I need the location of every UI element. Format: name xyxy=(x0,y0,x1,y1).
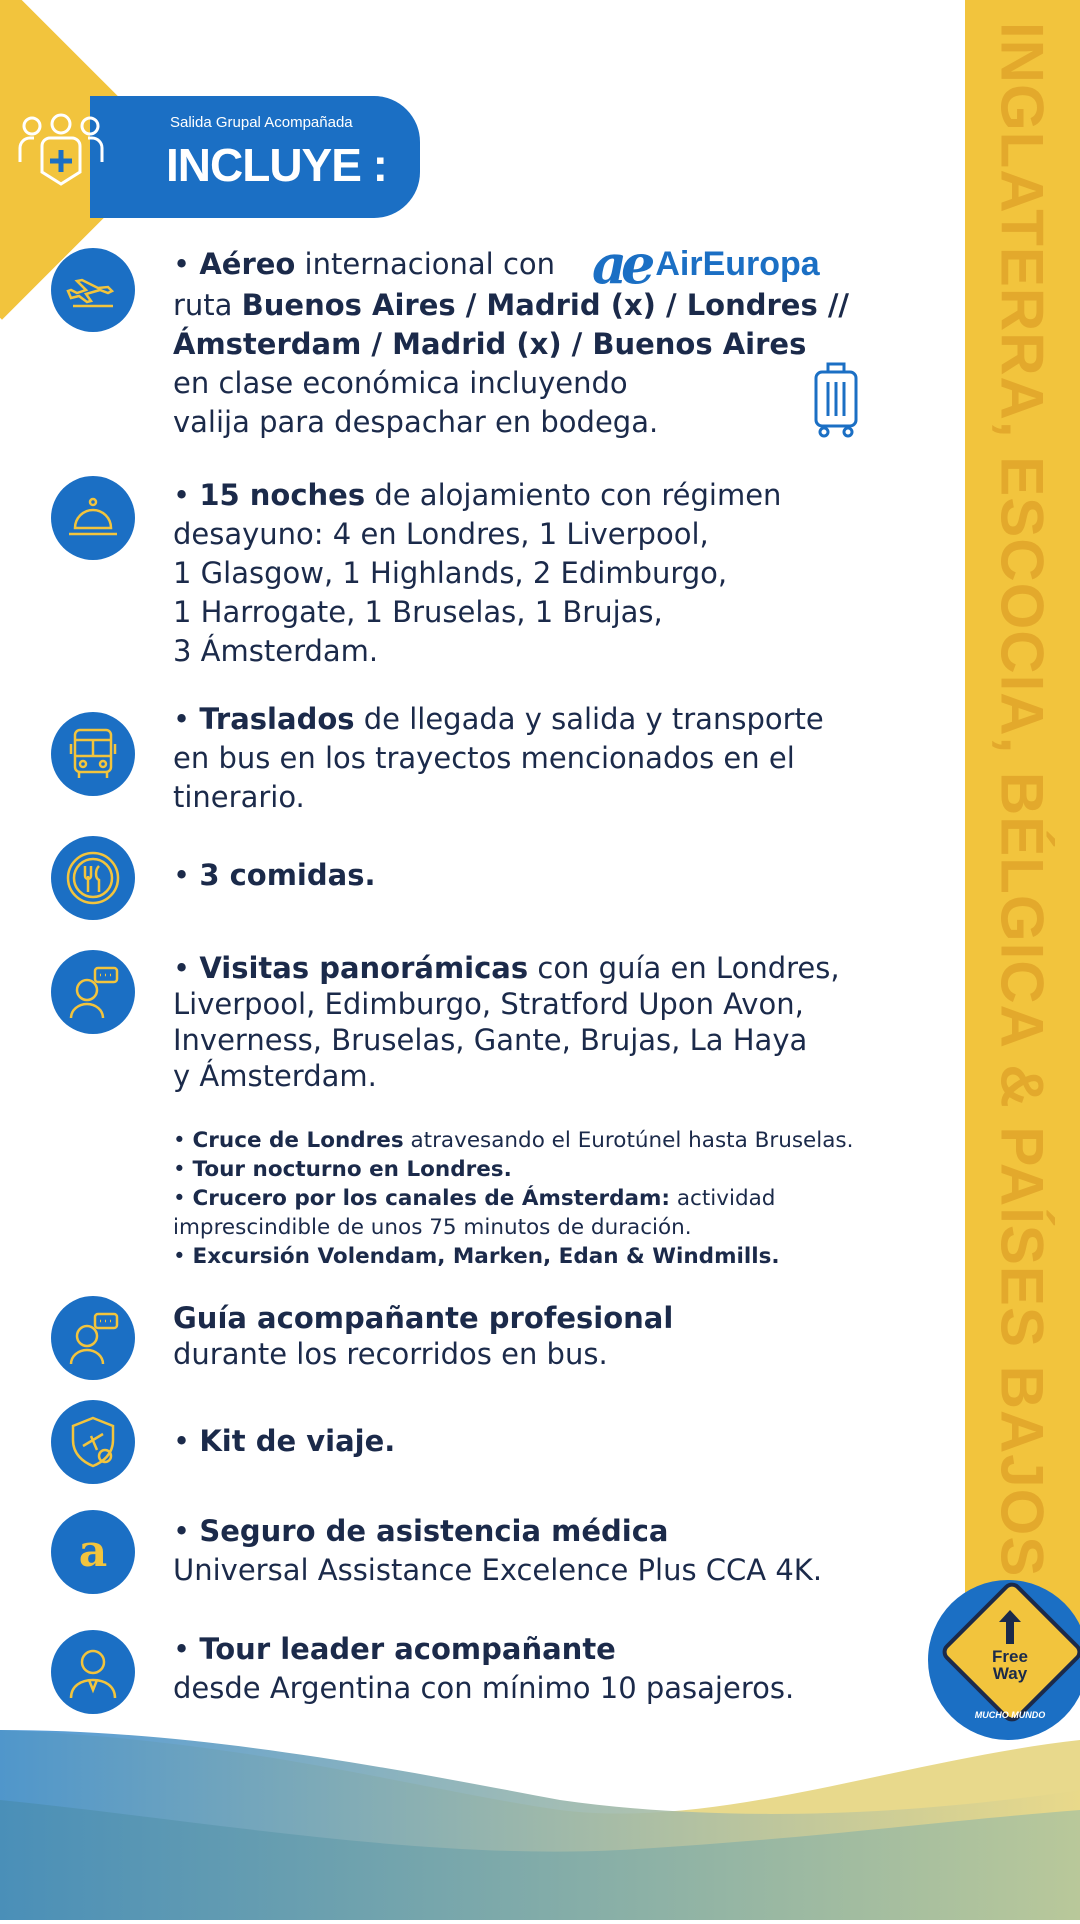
freeway-text: Free Way xyxy=(992,1647,1028,1683)
extra-item: • Cruce de Londres atravesando el Eurotúnel hasta Bruselas. xyxy=(173,1128,854,1153)
item-aereo-text: • Aéreo internacional con ruta Buenos Aires / Madrid (x) / Londres // Ámsterdam / Madrid (x) / Buenos Aires en clase económica incluyendo valija para despachar en bodega. xyxy=(173,245,913,442)
service-bell-icon xyxy=(51,476,135,560)
extra-item: imprescindible de unos 75 minutos de duración. xyxy=(173,1215,692,1240)
header-title: INCLUYE : xyxy=(166,139,387,191)
item-comidas-text: • 3 comidas. xyxy=(173,858,376,892)
side-title-text: INGLATERRA, ESCOCIA, BÉLGICA & PAÍSES BAJOS xyxy=(988,22,1056,1578)
item-aereo-bold: Aéreo xyxy=(199,247,296,281)
item-comidas-bold: 3 comidas. xyxy=(199,858,376,892)
item-leader-text: • Tour leader acompañante desde Argentina con mínimo 10 pasajeros. xyxy=(173,1632,795,1705)
freeway-sub: MUCHO MUNDO xyxy=(974,1710,1046,1720)
route-line-1: Buenos Aires / Madrid (x) / Londres // xyxy=(241,288,850,322)
airplane-icon xyxy=(51,248,135,332)
svg-text:a: a xyxy=(78,1526,108,1577)
item-kit-text: • Kit de viaje. xyxy=(173,1424,396,1458)
shield-plane-icon xyxy=(51,1400,135,1484)
item-seguro-bold: Seguro de asistencia médica xyxy=(199,1514,669,1548)
suitcase-icon xyxy=(812,358,860,442)
guide-speech-icon xyxy=(51,950,135,1034)
extra-item: • Excursión Volendam, Marken, Edan & Windmills. xyxy=(173,1244,780,1269)
item-traslados-text: • Traslados de llegada y salida y transporte en bus en los trayectos mencionados en el tinerario. xyxy=(173,702,824,814)
item-leader-bold: Tour leader acompañante xyxy=(199,1632,616,1666)
guide-speech-icon xyxy=(51,1296,135,1380)
item-noches-bold: 15 noches xyxy=(199,478,366,512)
item-aereo-line4: en clase económica incluyendo xyxy=(173,366,628,400)
arrow-up-icon xyxy=(998,1610,1022,1650)
aireuropa-logo: ae AirEuropa xyxy=(592,232,820,296)
bus-icon xyxy=(51,712,135,796)
extras-list xyxy=(173,1126,933,1271)
route-line-2: Ámsterdam / Madrid (x) / Buenos Aires xyxy=(173,327,807,361)
universal-assistance-logo-icon xyxy=(51,1510,135,1594)
item-traslados-bold: Traslados xyxy=(199,702,355,736)
item-guia-bold: Guía acompañante profesional xyxy=(173,1301,674,1335)
group-plus-icon xyxy=(16,112,106,196)
item-guia-text: Guía acompañante profesional durante los recorridos en bus. xyxy=(173,1301,674,1371)
header-subtitle: Salida Grupal Acompañada xyxy=(170,114,353,131)
item-visitas-bold: Visitas panorámicas xyxy=(199,951,529,985)
item-aereo-line5: valija para despachar en bodega. xyxy=(173,405,659,439)
bottom-waves xyxy=(0,1700,1080,1924)
extra-item: • Crucero por los canales de Ámsterdam: actividad xyxy=(173,1186,776,1211)
aireuropa-mark-icon: ae xyxy=(592,232,650,296)
item-visitas-text: • Visitas panorámicas con guía en Londres, Liverpool, Edimburgo, Stratford Upon Avon, Inverness, Bruselas, Gante, Brujas, La Haya y Ámsterdam. xyxy=(173,951,840,1093)
cutlery-icon xyxy=(51,836,135,920)
item-seguro-text: • Seguro de asistencia médica Universal Assistance Excelence Plus CCA 4K. xyxy=(173,1514,823,1587)
extra-item: • Tour nocturno en Londres. xyxy=(173,1157,512,1182)
item-kit-bold: Kit de viaje. xyxy=(199,1424,396,1458)
item-noches-text: • 15 noches de alojamiento con régimen desayuno: 4 en Londres, 1 Liverpool, 1 Glasgow, 1 Highlands, 2 Edimburgo, 1 Harrogate, 1 Bruselas, 1 Brujas, 3 Ámsterdam. xyxy=(173,478,782,668)
